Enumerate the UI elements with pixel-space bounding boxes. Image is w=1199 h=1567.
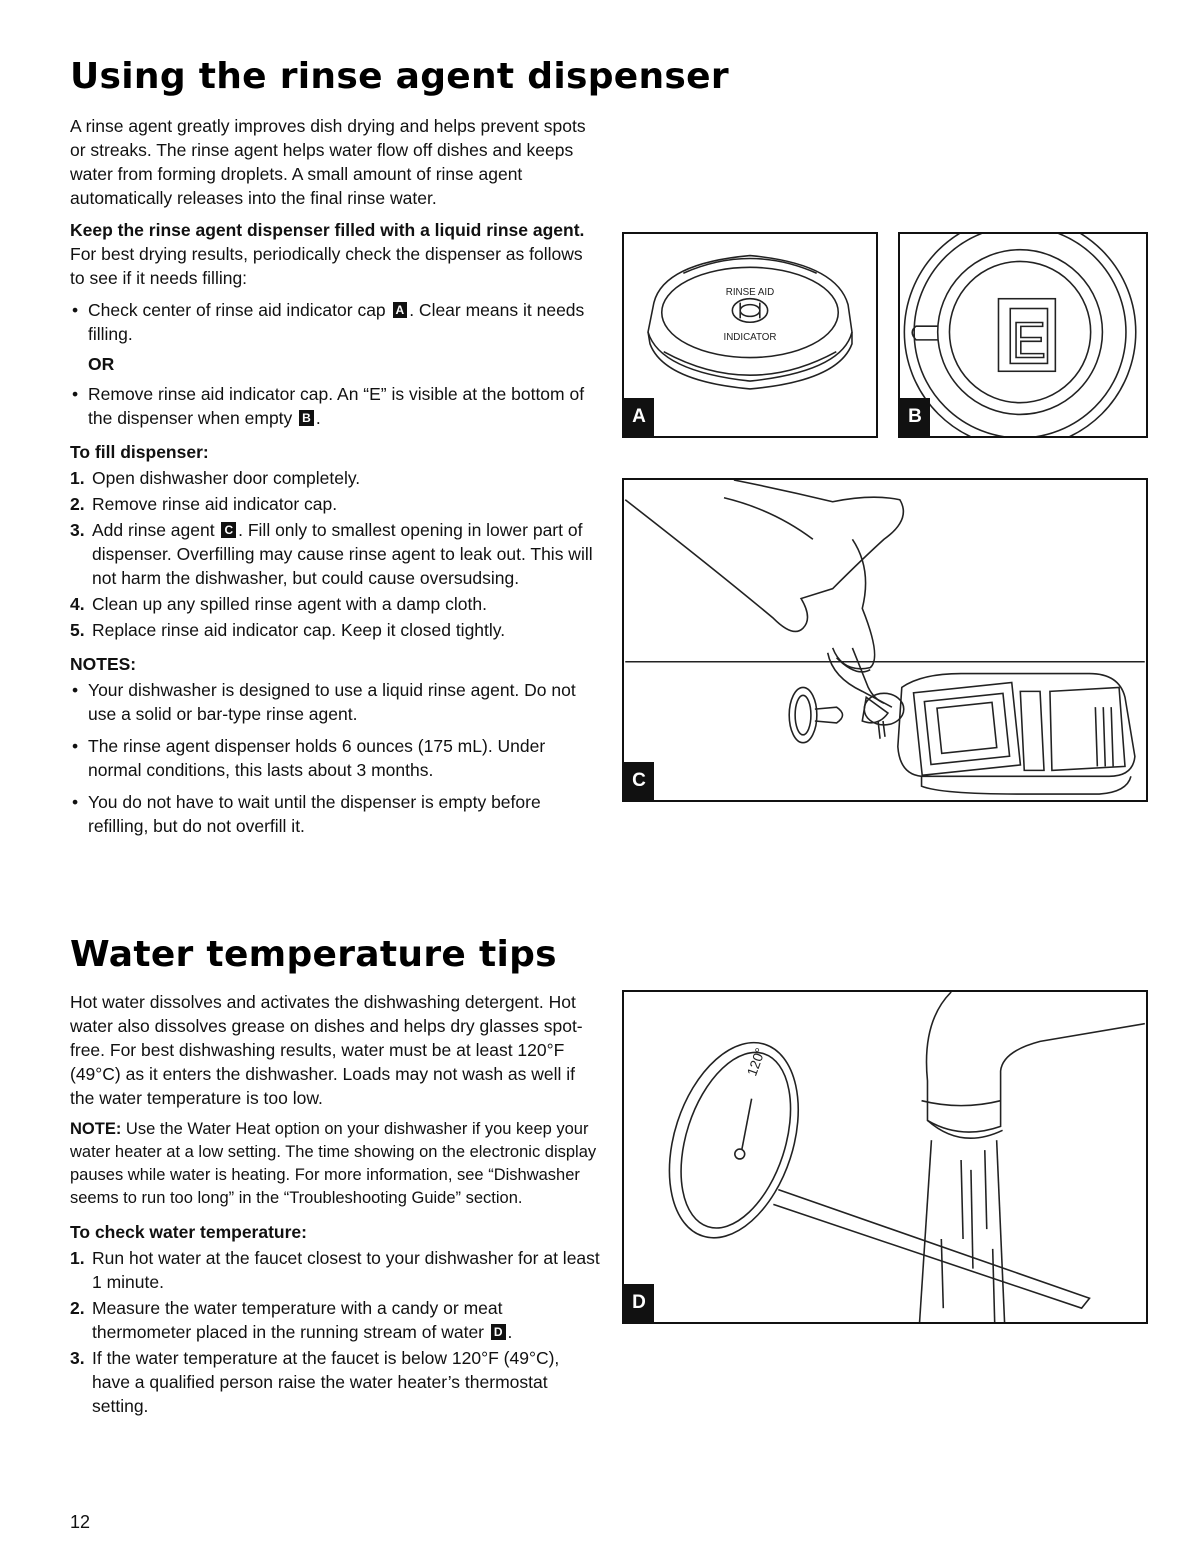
check-list-2 [70, 382, 600, 430]
step-text: Clean up any spilled rinse agent with a damp cloth. [92, 594, 487, 614]
water-intro: Hot water dissolves and activates the dishwashing detergent. Hot water also dissolves grease on dishes and helps dry glasses spot-free. For best dishwashing results, water must be at least 120°F (49°C) as it enters the dishwasher. Loads may not wash as well if the water temperature is too low. [70, 992, 583, 1108]
water-note-paragraph [70, 1118, 600, 1210]
check-temp-step [70, 1346, 600, 1418]
step-number: 3. [70, 520, 85, 540]
rinse-keep-paragraph [70, 218, 600, 290]
note-item: • You do not have to wait until the dispenser is empty before refilling, but do not overfill it. [70, 790, 600, 838]
figure-ref-c: C [221, 522, 236, 538]
water-text-column [70, 990, 600, 1420]
figure-c-label: C [624, 762, 654, 800]
indicator-cap-illustration [624, 234, 876, 436]
notes-heading: NOTES: [70, 654, 137, 674]
fill-step [70, 592, 600, 616]
check-temp-steps [70, 1246, 600, 1418]
cap-text-top: RINSE AID [725, 286, 775, 298]
thermometer-dial-text: 120° [743, 1045, 769, 1078]
figure-a [622, 232, 878, 438]
figure-ref-a: A [393, 302, 408, 318]
fill-heading: To fill dispenser: [70, 442, 209, 462]
step-number: 1. [70, 1248, 85, 1268]
step-text-end: . [507, 1322, 513, 1342]
water-note-label: NOTE: [70, 1120, 122, 1138]
figure-ref-d: D [491, 1324, 506, 1340]
note-item: • Your dishwasher is designed to use a liquid rinse agent. Do not use a solid or bar-type rinse agent. [70, 678, 600, 726]
fill-step [70, 518, 600, 590]
step-text: Replace rinse aid indicator cap. Keep it closed tightly. [92, 620, 506, 640]
check-item-2-end: . [315, 408, 321, 428]
figure-a-label: A [624, 398, 654, 436]
step-number: 2. [70, 494, 85, 514]
step-number: 5. [70, 620, 85, 640]
step-text: If the water temperature at the faucet is below 120°F (49°C), have a qualified person raise the water heater’s thermostat setting. [92, 1348, 560, 1416]
figure-c [622, 478, 1148, 802]
figure-b [898, 232, 1148, 438]
cap-text-bottom: INDICATOR [723, 331, 777, 343]
note-item: • The rinse agent dispenser holds 6 ounces (175 mL). Under normal conditions, this lasts about 3 months. [70, 734, 600, 782]
check-item-2 [70, 382, 600, 430]
step-number: 4. [70, 594, 85, 614]
empty-indicator-letter: E [1011, 311, 1046, 369]
rinse-text-column [70, 114, 600, 846]
figure-d-label: D [624, 1284, 654, 1322]
section-title-water: Water temperature tips [70, 934, 557, 975]
fill-step [70, 466, 600, 490]
fill-steps [70, 466, 600, 642]
figure-d [622, 990, 1148, 1324]
dispenser-empty-illustration [900, 234, 1146, 436]
step-text: Add rinse agent [92, 520, 220, 540]
fill-step [70, 618, 600, 642]
step-text-end: . Fill only to smallest opening in lower part of dispenser. Overfilling may cause rinse agent to leak out. This will not harm the dishwasher, but could cause oversudsing. [92, 520, 593, 588]
check-item-1 [70, 298, 600, 346]
figure-b-label: B [900, 398, 930, 436]
section-title-rinse: Using the rinse agent dispenser [70, 56, 729, 97]
step-text: Open dishwasher door completely. [92, 468, 361, 488]
or-label: OR [88, 354, 115, 374]
fill-step [70, 492, 600, 516]
rinse-keep-rest: For best drying results, periodically check the dispenser as follows to see if it needs filling: [70, 244, 583, 288]
step-text: Measure the water temperature with a candy or meat thermometer placed in the running stream of water [92, 1298, 503, 1342]
figure-ref-b: B [299, 410, 314, 426]
pouring-rinse-agent-illustration [624, 480, 1146, 800]
notes-list [70, 678, 600, 838]
step-number: 2. [70, 1298, 85, 1318]
step-number: 1. [70, 468, 85, 488]
check-temp-step [70, 1296, 600, 1344]
step-text: Remove rinse aid indicator cap. [92, 494, 338, 514]
page-number: 12 [70, 1512, 91, 1532]
thermometer-illustration [624, 992, 1146, 1322]
step-text: Run hot water at the faucet closest to your dishwasher for at least 1 minute. [92, 1248, 600, 1292]
step-number: 3. [70, 1348, 85, 1368]
check-item-2-text: Remove rinse aid indicator cap. An “E” is visible at the bottom of the dispenser when empty [88, 384, 585, 428]
check-temp-heading: To check water temperature: [70, 1222, 307, 1242]
rinse-keep-bold: Keep the rinse agent dispenser filled with a liquid rinse agent. [70, 220, 585, 240]
check-list [70, 298, 600, 346]
check-temp-step [70, 1246, 600, 1294]
rinse-intro: A rinse agent greatly improves dish drying and helps prevent spots or streaks. The rinse agent helps water flow off dishes and keeps water from forming droplets. A small amount of rinse agent automatically releases into the final rinse water. [70, 116, 586, 208]
water-note-text: Use the Water Heat option on your dishwasher if you keep your water heater at a low setting. The time showing on the electronic display pauses while water is heating. For more information, see “Dishwasher seems to run too long” in the “Troubleshooting Guide” section. [70, 1120, 597, 1207]
check-item-1-end: . Clear means it needs filling. [88, 300, 585, 344]
check-item-1-text: Check center of rinse aid indicator cap [88, 300, 391, 320]
